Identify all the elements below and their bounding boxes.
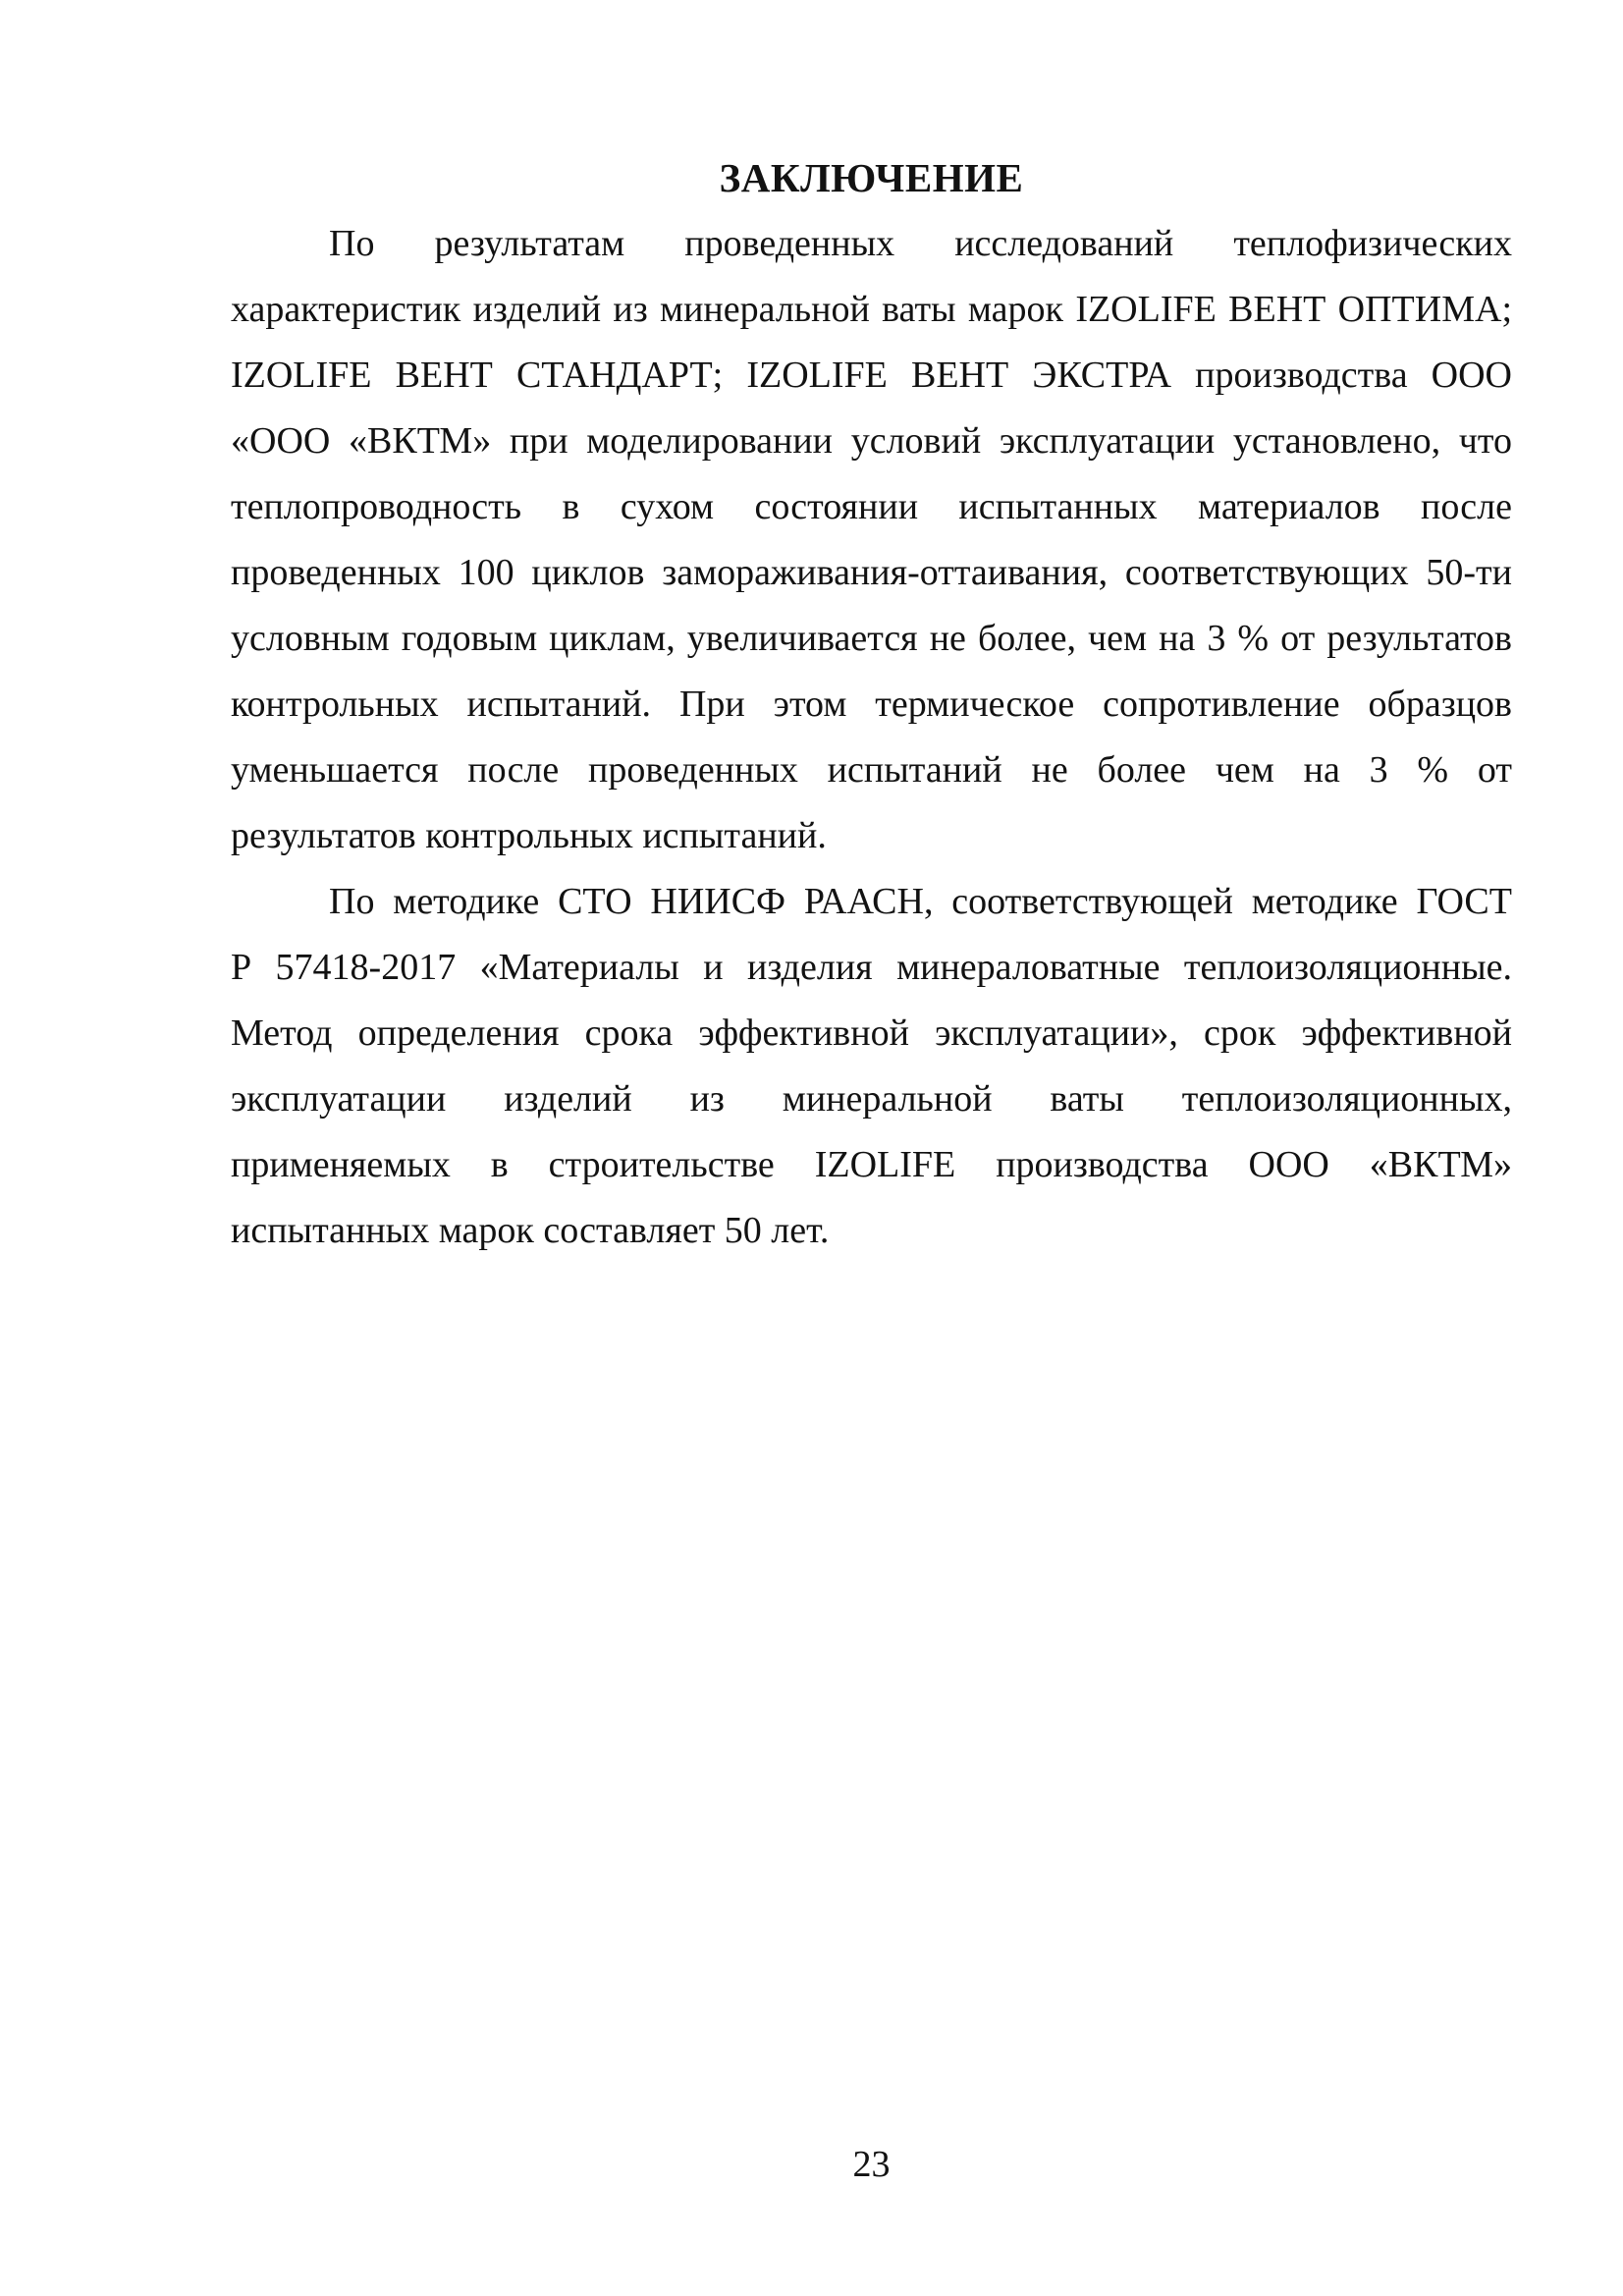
paragraph-line: эксплуатации изделий из минеральной ваты теплоизоляционных, — [231, 1078, 1512, 1120]
page-title: ЗАКЛЮЧЕНИЕ — [719, 155, 1024, 200]
paragraph — [231, 211, 1512, 869]
paragraph-line: контрольных испытаний. При этом термическое сопротивление образцов — [231, 683, 1512, 725]
paragraph-line: результатов контрольных испытаний. — [231, 815, 827, 856]
paragraph-line: испытанных марок составляет 50 лет. — [231, 1210, 830, 1251]
paragraph-line: теплопроводность в сухом состоянии испытанных материалов после — [231, 486, 1512, 527]
paragraph-line: условным годовым циклам, увеличивается не более, чем на 3 % от результатов — [231, 618, 1512, 659]
paragraph-line: применяемых в строительстве IZOLIFE производства ООО «ВКТМ» — [231, 1144, 1512, 1185]
paragraph-line: проведенных 100 циклов замораживания-оттаивания, соответствующих 50-ти — [231, 552, 1512, 593]
paragraph-line: характеристик изделий из минеральной ваты марок IZOLIFE ВЕНТ ОПТИМА; — [231, 289, 1512, 330]
text-block — [231, 145, 1512, 1264]
paragraph-line: Метод определения срока эффективной эксплуатации», срок эффективной — [231, 1012, 1512, 1054]
paragraphs-container — [231, 211, 1512, 1264]
paragraph-line: IZOLIFE ВЕНТ СТАНДАРТ; IZOLIFE ВЕНТ ЭКСТРА производства ООО — [231, 355, 1512, 396]
paragraph-line: уменьшается после проведенных испытаний не более чем на 3 % от — [231, 749, 1512, 791]
page-number: 23 — [852, 2144, 891, 2185]
paragraph-line: «ООО «ВКТМ» при моделировании условий эксплуатации установлено, что — [231, 420, 1512, 462]
paragraph-line: По методике СТО НИИСФ РААСН, соответствующей методике ГОСТ — [329, 881, 1512, 922]
paragraph — [231, 869, 1512, 1264]
paragraph-line: Р 57418-2017 «Материалы и изделия минераловатные теплоизоляционные. — [231, 947, 1512, 988]
paragraph-line: По результатам проведенных исследований теплофизических — [329, 223, 1512, 264]
